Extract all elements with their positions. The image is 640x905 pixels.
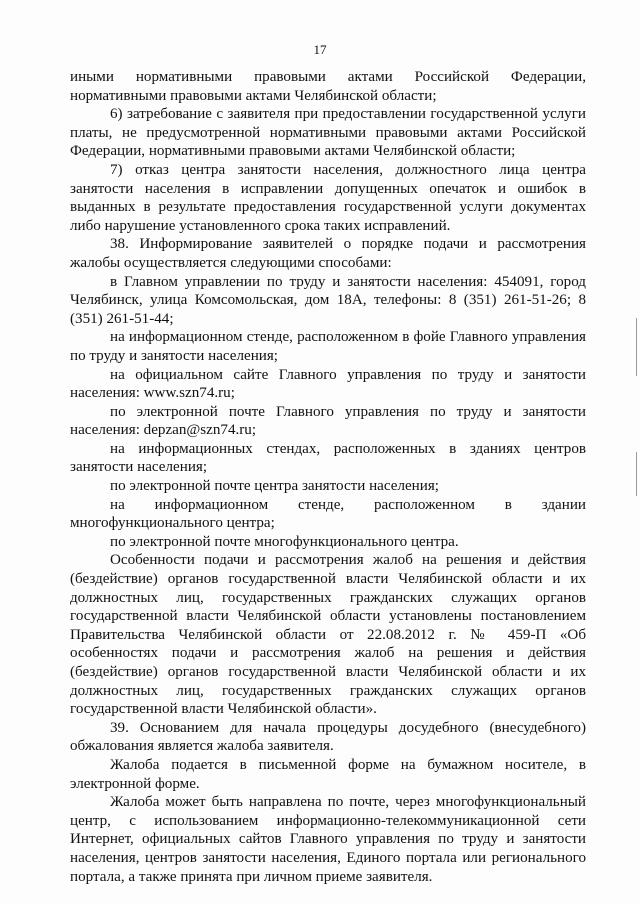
document-body xyxy=(70,68,586,886)
paragraph: Особенности подачи и рассмотрения жалоб на решения и действия (бездействие) органов государственной власти Челябинской области и их должностных лиц, государственных гражданских служащих органов государственной власти Челябинской области установлены постановлением Правительства Челябинской области от 22.08.2012 г. № 459-П «Об особенностях подачи и рассмотрения жалоб на решения и действия (бездействие) органов государственной власти Челябинской области и их должностных лиц, государственных гражданских служащих органов государственной власти Челябинской области». xyxy=(70,552,586,718)
paragraph: 7) отказ центра занятости населения, должностного лица центра занятости населения в исправлении допущенных опечаток и ошибок в выданных в результате предоставления государственной услуги документах либо нарушение установленного срока таких исправлений. xyxy=(70,161,586,234)
paragraph: 39. Основанием для начала процедуры досудебного (внесудебного) обжалования является жалоба заявителя. xyxy=(70,719,586,755)
paragraph: по электронной почте многофункционального центра. xyxy=(110,533,459,550)
paragraph: Жалоба может быть направлена по почте, через многофункциональный центр, с использованием информационно-телекоммуникационной сети Интернет, официальных сайтов Главного управления по труду и занятости населения, центров занятости населения, Единого портала или регионального портала, а также принята при личном приеме заявителя. xyxy=(70,794,586,885)
paragraph: на информационных стендах, расположенных в зданиях центров занятости населения; xyxy=(70,440,586,476)
paragraph: на информационном стенде, расположенном в фойе Главного управления по труду и занятости населения; xyxy=(70,329,586,364)
paragraph: 6) затребование с заявителя при предоставлении государственной услуги платы, не предусмотренной нормативными правовыми актами Российской Федерации, нормативными правовыми актами Челябинской области; xyxy=(70,106,586,160)
paragraph: на информационном стенде, расположенном в здании многофункционального центра; xyxy=(70,496,586,532)
paragraph: 38. Информирование заявителей о порядке подачи и рассмотрения жалобы осуществляется следующими способами: xyxy=(70,236,586,271)
paragraph: по электронной почте центра занятости населения; xyxy=(110,478,439,495)
paragraph: Жалоба подается в письменной форме на бумажном носителе, в электронной форме. xyxy=(70,756,586,792)
scan-edge-mark xyxy=(636,452,637,496)
paragraph: в Главном управлении по труду и занятости населения: 454091, город Челябинск, улица Комсомольская, дом 18А, телефоны: 8 (351) 261-51-26; 8 (351) 261-51-44; xyxy=(70,273,586,327)
page-number: 17 xyxy=(313,42,327,57)
paragraph: на официальном сайте Главного управления по труду и занятости населения: www.szn74.ru; xyxy=(70,366,586,402)
scan-edge-mark xyxy=(636,318,637,376)
paragraph: по электронной почте Главного управления по труду и занятости населения: depzan@szn74.ru; xyxy=(70,403,586,439)
paragraph: иными нормативными правовыми актами Российской Федерации, нормативными правовыми актами Челябинской области; xyxy=(70,69,586,104)
